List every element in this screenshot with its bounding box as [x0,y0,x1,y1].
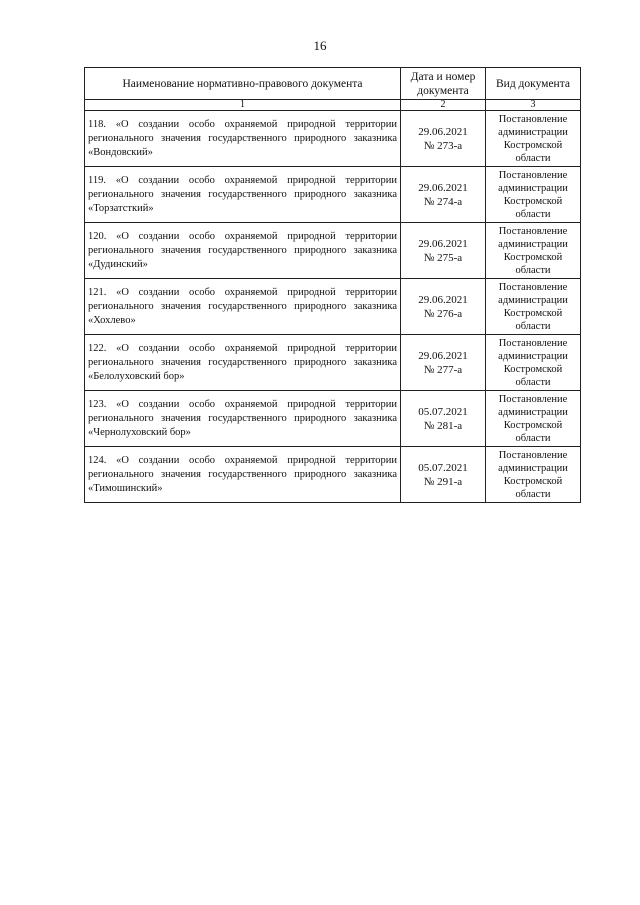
table-row [85,111,581,167]
table-row [85,167,581,223]
documents-table [84,67,581,503]
document-number: № 273-а [423,139,463,152]
document-number: № 274-а [423,195,463,208]
document-type: Постановление администрации Костромской области [486,167,581,223]
document-date-number [401,447,486,503]
document-date: 05.07.2021 [418,461,468,474]
table-row [85,391,581,447]
table-row [85,447,581,503]
column-number: 1 [85,100,401,111]
document-number: № 275-а [423,251,463,264]
document-date: 29.06.2021 [418,125,468,138]
document-date-number [401,279,486,335]
document-date: 29.06.2021 [418,237,468,250]
document-date: 29.06.2021 [418,293,468,306]
header-date-number: Дата и номер документа [401,68,486,100]
document-type: Постановление администрации Костромской области [486,447,581,503]
document-date: 29.06.2021 [418,181,468,194]
column-number: 2 [401,100,486,111]
document-date-number [401,391,486,447]
table-row [85,279,581,335]
document-date-number [401,111,486,167]
document-type: Постановление администрации Костромской области [486,111,581,167]
document-type: Постановление администрации Костромской области [486,223,581,279]
column-number-row [85,100,581,111]
document-type: Постановление администрации Костромской области [486,279,581,335]
header-document-name: Наименование нормативно-правового документа [85,68,401,100]
document-number: № 276-а [423,307,463,320]
document-number: № 277-а [423,363,463,376]
table-row [85,223,581,279]
header-document-type: Вид документа [486,68,581,100]
document-name: 123. «О создании особо охраняемой природной территории регионального значения государственного природного заказника «Чернолуховский бор» [85,391,401,447]
document-number: № 291-а [423,475,463,488]
document-type: Постановление администрации Костромской области [486,391,581,447]
document-date-number [401,167,486,223]
document-date: 05.07.2021 [418,405,468,418]
table-header-row [85,68,581,100]
page-number: 16 [313,38,327,53]
document-name: 124. «О создании особо охраняемой природной территории регионального значения государственного природного заказника «Тимошинский» [85,447,401,503]
document-name: 122. «О создании особо охраняемой природной территории регионального значения государственного природного заказника «Белолуховский бор» [85,335,401,391]
document-date-number [401,335,486,391]
document-name: 118. «О создании особо охраняемой природной территории регионального значения государственного природного заказника «Вондовский» [85,111,401,167]
document-type: Постановление администрации Костромской области [486,335,581,391]
table-row [85,335,581,391]
document-name: 121. «О создании особо охраняемой природной территории регионального значения государственного природного заказника «Хохлево» [85,279,401,335]
column-number: 3 [486,100,581,111]
document-date: 29.06.2021 [418,349,468,362]
document-date-number [401,223,486,279]
document-number: № 281-а [423,419,463,432]
document-name: 119. «О создании особо охраняемой природной территории регионального значения государственного природного заказника «Торзатсткий» [85,167,401,223]
document-name: 120. «О создании особо охраняемой природной территории регионального значения государственного природного заказника «Дудинский» [85,223,401,279]
